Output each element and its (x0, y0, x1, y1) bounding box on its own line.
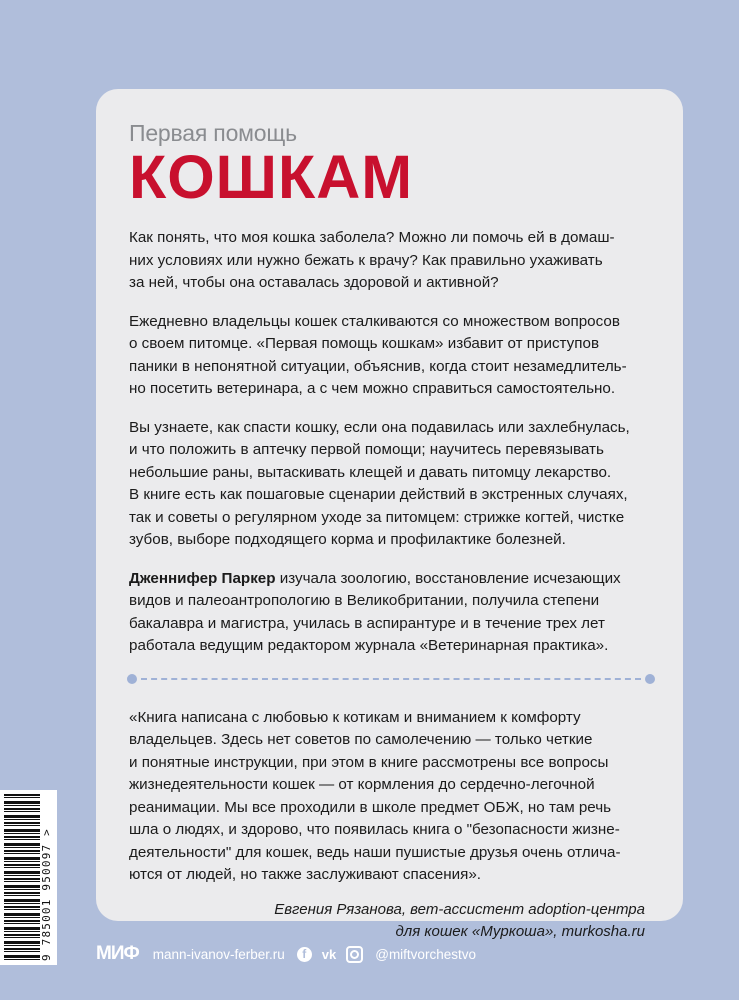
review-quote: «Книга написана с любовью к котикам и вниманием к комфорту владельцев. Здесь нет советов по самолечению — только четкие и понятные инструкции, при этом в книге рассмотрены все вопросы жизнедеятельности кошек — от кормления до сердечно-легочной реанимации. Мы все проходили в школе предмет ОБЖ, но там речь шла о людях, и здорово, что появилась книга о "безопасности жизне- деятельности" для кошек, ведь наши пушистые друзья очень отлича- ются от людей, но также заслуживают спасения». (129, 708, 621, 883)
publisher-footer (96, 942, 476, 966)
paragraph-2: Ежедневно владельцы кошек сталкиваются со множеством вопросов о своем питомце. «Первая помощь кошкам» избавит от приступов паники в непонятной ситуации, объяснив, когда стоит незамедлитель- но посетить ветеринара, а с чем можно справиться самостоятельно. (129, 312, 627, 397)
author-bio: изучала зоологию, восстановление исчезающих видов и палеоантропологию в Великобритании, получила степени бакалавра и магистра, училась в аспирантуре и в течение трех лет работала ведущим редактором журнала «Ветеринарная практика». (129, 569, 621, 654)
author-paragraph (129, 568, 649, 658)
paragraph-1: Как понять, что моя кошка заболела? Можно ли помочь ей в домаш- них условиях или нужно бежать к врачу? Как правильно ухаживать за ней, чтобы она оставалась здоровой и активной? (129, 229, 615, 291)
dotted-divider (127, 674, 655, 684)
back-cover-card (96, 89, 683, 940)
publisher-site-link[interactable]: mann-ivanov-ferber.ru (152, 946, 285, 962)
isbn-barcode (0, 790, 57, 965)
barcode-bars (4, 794, 40, 961)
publisher-logo: МИФ (96, 943, 139, 964)
author-name: Дженнифер Паркер (129, 569, 276, 587)
divider-line (141, 678, 641, 680)
instagram-icon[interactable] (346, 946, 363, 963)
book-title: КОШКАМ (129, 143, 414, 211)
paragraph-3: Вы узнаете, как спасти кошку, если она подавилась или захлебнулась, и что положить в аптечку первой помощи; научитесь перевязывать небольшие раны, вытаскивать клещей и давать питомцу лекарство. В книге есть как пошаговые сценарии действий в экстренных случаях, так и советы о регулярном уходе за питомцем: стрижке когтей, чистке зубов, выборе подходящего корма и профилактике болезней. (129, 418, 630, 548)
facebook-icon[interactable]: f (297, 947, 312, 962)
vk-icon[interactable]: vk (321, 946, 337, 962)
divider-dot-right (645, 674, 655, 684)
subtitle: Первая помощь (129, 120, 297, 146)
quote-attribution: Евгения Рязанова, вет-ассистент adoption-центра для кошек «Муркоша», murkosha.ru (274, 900, 645, 940)
social-handle[interactable]: @miftvorchestvo (375, 946, 476, 962)
divider-dot-left (127, 674, 137, 684)
barcode-digits: 9 785001 950097 > (40, 828, 53, 961)
